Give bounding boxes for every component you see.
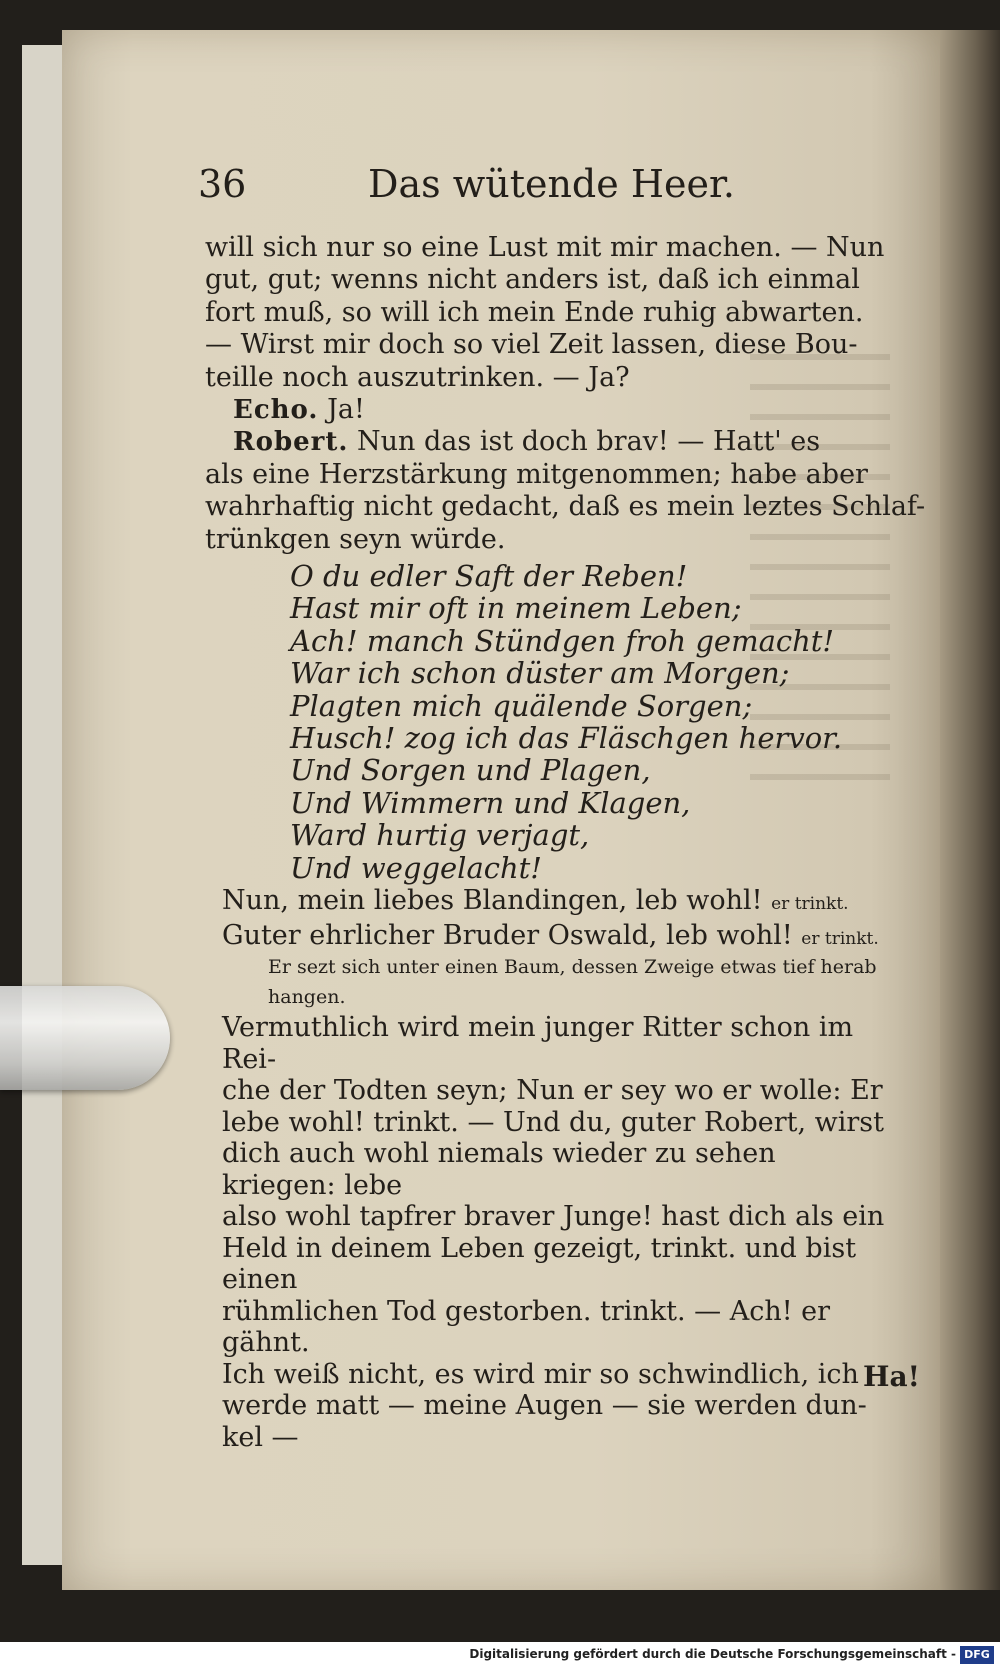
speaker-echo: Echo.: [233, 395, 319, 426]
stage-direction: [268, 952, 888, 1012]
poem-line: O du edler Saft der Reben!: [290, 559, 688, 593]
paragraph-1: [205, 232, 926, 556]
text-line: Vermuthlich wird mein junger Ritter schon im Rei-: [222, 1012, 854, 1075]
poem-line: Und Wimmern und Klagen,: [290, 785, 691, 820]
poem-line: Plagten mich quälende Sorgen;: [290, 688, 753, 723]
text-line: — Wirst mir doch so viel Zeit lassen, diese Bou-: [205, 329, 858, 361]
text-line: Ich weiß nicht, es wird mir so schwindlich, ich: [222, 1358, 859, 1390]
text-line: lebe wohl! trinkt. — Und du, guter Robert, wirst: [222, 1106, 884, 1138]
text-line: also wohl tapfrer braver Junge! hast dich als ein: [222, 1201, 885, 1232]
digitization-footer: [0, 1642, 1000, 1669]
stage-line: hangen.: [268, 986, 346, 1008]
text-line: Nun das ist doch brav! — Hatt' es: [357, 426, 821, 458]
paragraph-3: [222, 1012, 892, 1453]
poem-line: Hast mir oft in meinem Leben;: [290, 591, 742, 626]
text-line: gut, gut; wenns nicht anders ist, daß ich einmal: [205, 264, 860, 296]
footer-credit: Digitalisierung gefördert durch die Deutsche Forschungsgemeinschaft -: [469, 1647, 956, 1661]
poem-line: War ich schon düster am Morgen;: [290, 656, 790, 691]
toasts: [222, 885, 892, 955]
book-gutter: [940, 30, 1000, 1590]
text-line: trünkgen seyn würde.: [205, 523, 506, 555]
text-line: fort muß, so will ich mein Ende ruhig abwarten.: [205, 296, 864, 328]
text-line: kel —: [222, 1421, 299, 1453]
text-line: als eine Herzstärkung mitgenommen; habe aber: [205, 458, 868, 490]
toast-text: Nun, mein liebes Blandingen, leb wohl!: [222, 885, 763, 916]
text-line: teille noch auszutrinken. — Ja?: [205, 361, 630, 393]
page-header: [198, 162, 758, 206]
text-line: rühmlichen Tod gestorben. trinkt. — Ach! er gähnt.: [222, 1295, 831, 1358]
poem-line: Und weggelacht!: [290, 850, 542, 885]
dfg-logo: DFG: [960, 1646, 994, 1664]
echo-text: Ja!: [327, 394, 365, 426]
text-line: dich auch wohl niemals wieder zu sehen kriegen: lebe: [222, 1138, 776, 1201]
speaker-robert: Robert.: [233, 427, 349, 458]
echo-line: [205, 394, 890, 426]
text-line: Held in deinem Leben gezeigt, trinkt. und bist einen: [222, 1232, 857, 1295]
text-line: werde matt — meine Augen — sie werden dun-: [222, 1390, 867, 1421]
poem-line: Und Sorgen und Plagen,: [290, 753, 651, 788]
poem-line: Husch! zog ich das Fläschgen hervor.: [290, 721, 843, 756]
poem-line: Ward hurtig verjagt,: [290, 818, 590, 853]
robert-line: [205, 426, 890, 458]
stage-note: er trinkt.: [801, 929, 879, 949]
poem-line: Ach! manch Stündgen froh gemacht!: [290, 623, 835, 658]
toast-text: Guter ehrlicher Bruder Oswald, leb wohl!: [222, 920, 793, 951]
page-number: 36: [198, 162, 247, 206]
catchword: Ha!: [863, 1360, 920, 1393]
poem: [290, 560, 842, 884]
toast-line: [222, 920, 892, 955]
page-weight-bar: [0, 986, 170, 1090]
text-line: wahrhaftig nicht gedacht, daß es mein leztes Schlaf-: [205, 491, 926, 523]
running-title: Das wütende Heer.: [368, 162, 736, 206]
text-line: will sich nur so eine Lust mit mir machen. — Nun: [205, 232, 885, 263]
toast-line: [222, 885, 892, 920]
text-line: che der Todten seyn; Nun er sey wo er wolle: Er: [222, 1075, 883, 1106]
stage-note: er trinkt.: [771, 894, 849, 914]
stage-line: Er sezt sich unter einen Baum, dessen Zweige etwas tief herab: [268, 956, 877, 978]
